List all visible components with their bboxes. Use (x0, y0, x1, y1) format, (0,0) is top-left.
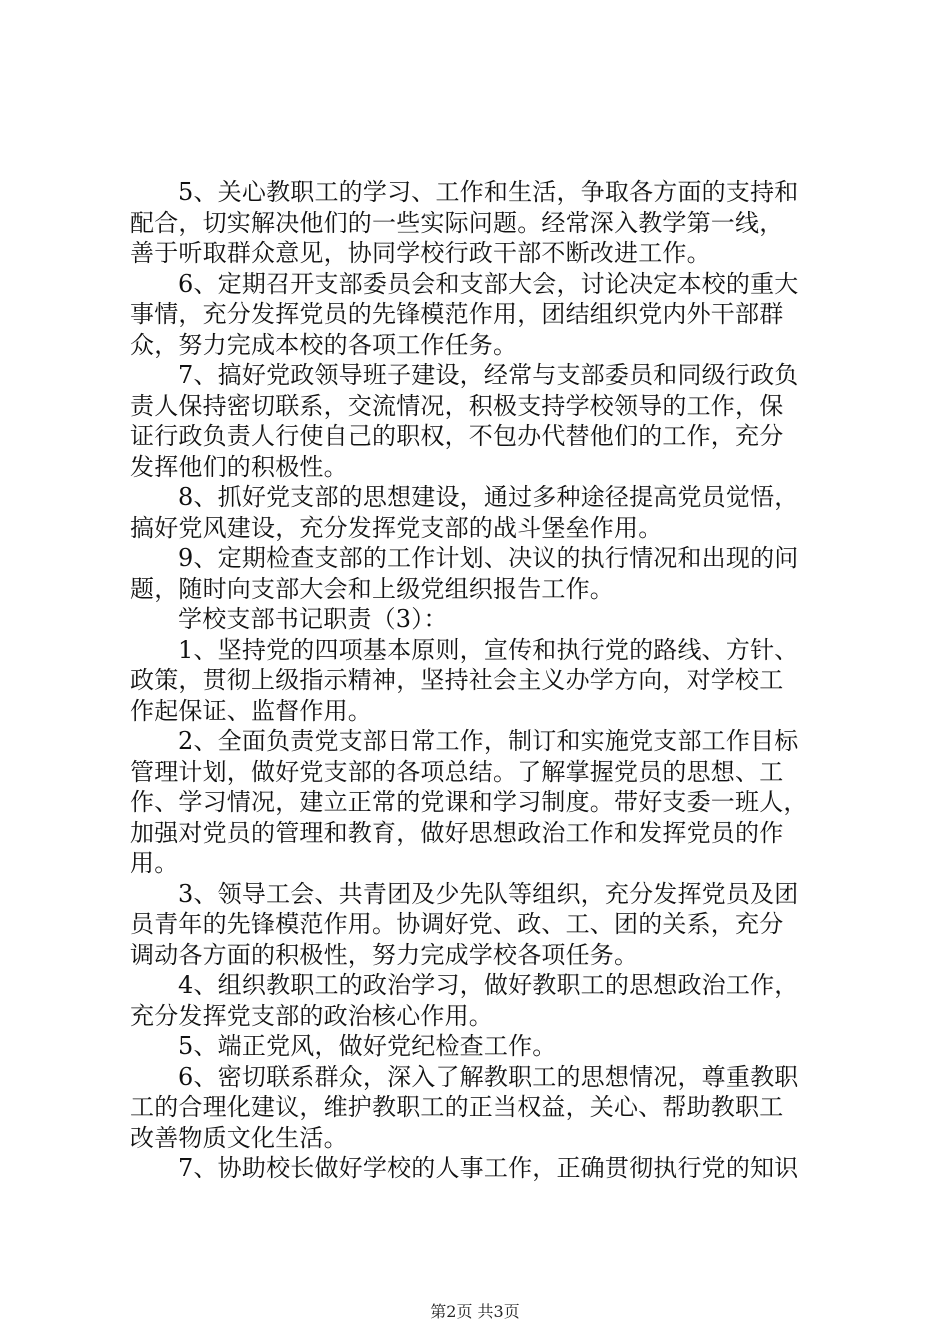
text-line: 证行政负责人行使自己的职权，不包办代替他们的工作，充分 (130, 422, 784, 450)
text-line: 作、学习情况，建立正常的党课和学习制度。带好支委一班人， (130, 788, 808, 816)
text-line: 6、密切联系群众，深入了解教职工的思想情况，尊重教职 (178, 1062, 799, 1091)
text-line: 7、搞好党政领导班子建设，经常与支部委员和同级行政负 (178, 361, 799, 389)
text-line: 工的合理化建议，维护教职工的正当权益，关心、帮助教职工 (130, 1093, 784, 1121)
text-line: 3、领导工会、共青团及少先队等组织，充分发挥党员及团 (178, 879, 799, 908)
text-line: 1、坚持党的四项基本原则，宣传和执行党的路线、方针、 (178, 635, 799, 664)
text-line: 搞好党风建设，充分发挥党支部的战斗堡垒作用。 (130, 513, 663, 542)
text-line: 改善物质文化生活。 (130, 1123, 348, 1152)
text-line: 发挥他们的积极性。 (130, 452, 348, 481)
text-line: 5、端正党风，做好党纪检查工作。 (178, 1032, 557, 1060)
text-line: 7、协助校长做好学校的人事工作，正确贯彻执行党的知识 (178, 1154, 799, 1182)
text-line: 善于听取群众意见，协同学校行政干部不断改进工作。 (130, 239, 711, 267)
text-line: 4、组织教职工的政治学习，做好教职工的思想政治工作， (178, 971, 799, 999)
text-line: 管理计划，做好党支部的各项总结。了解掌握党员的思想、工 (130, 757, 784, 786)
text-line: 用。 (130, 849, 179, 877)
text-line: 配合，切实解决他们的一些实际问题。经常深入教学第一线， (130, 208, 784, 237)
text-line: 作起保证、监督作用。 (130, 696, 372, 725)
text-line: 学校支部书记职责（3）： (178, 605, 448, 633)
text-line: 调动各方面的积极性，努力完成学校各项任务。 (130, 940, 639, 969)
text-line: 加强对党员的管理和教育，做好思想政治工作和发挥党员的作 (130, 818, 784, 847)
text-line: 事情，充分发挥党员的先锋模范作用，团结组织党内外干部群 (130, 300, 784, 328)
text-line: 员青年的先锋模范作用。协调好党、政、工、团的关系，充分 (130, 910, 784, 938)
text-line: 2、全面负责党支部日常工作，制订和实施党支部工作目标 (178, 727, 799, 755)
text-line: 5、关心教职工的学习、工作和生活，争取各方面的支持和 (178, 178, 799, 206)
document-body (130, 177, 834, 1184)
text-line: 题，随时向支部大会和上级党组织报告工作。 (130, 574, 614, 603)
text-line: 8、抓好党支部的思想建设，通过多种途径提高党员觉悟， (178, 483, 799, 511)
text-line: 充分发挥党支部的政治核心作用。 (130, 1001, 493, 1030)
text-line: 政策，贯彻上级指示精神，坚持社会主义办学方向，对学校工 (130, 666, 784, 694)
text-line: 责人保持密切联系，交流情况，积极支持学校领导的工作，保 (130, 391, 784, 420)
text-line: 9、定期检查支部的工作计划、决议的执行情况和出现的问 (178, 544, 799, 572)
text-line: 众，努力完成本校的各项工作任务。 (130, 330, 518, 359)
page-footer: 第2页 共3页 (430, 1302, 520, 1321)
text-line: 6、定期召开支部委员会和支部大会，讨论决定本校的重大 (178, 269, 799, 298)
